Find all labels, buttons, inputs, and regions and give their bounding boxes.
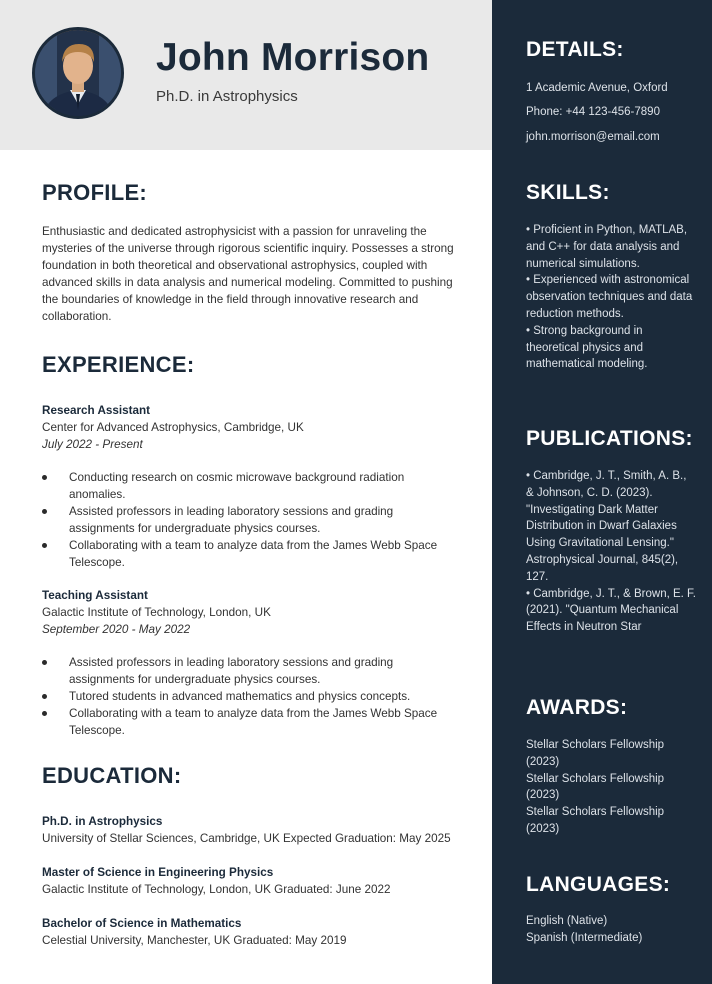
list-item [42,503,462,537]
award-item: Stellar Scholars Fellowship (2023) [526,772,665,802]
candidate-subtitle: Ph.D. in Astrophysics [156,88,298,105]
bullet-text: Conducting research on cosmic microwave background radiation anomalies. [69,471,405,501]
job-dates: July 2022 - Present [42,438,143,451]
languages-heading: LANGUAGES: [526,873,671,896]
profile-text: Enthusiastic and dedicated astrophysicist with a passion for unraveling the mysteries of the universe through rigorous scientific inquiry. Possesses a strong foundation in both theoretical and observational astrophysics, coupled with advanced skills in data analysis and numerical modeling. Committed to pushing the boundaries of knowledge in the field through innovative research and collaboration. [42,225,454,323]
award-item: Stellar Scholars Fellowship (2023) [526,806,665,835]
bullet-icon [42,475,47,480]
skills-heading: SKILLS: [526,181,610,204]
degree-title: Ph.D. in Astrophysics [42,815,163,828]
bullet-icon [42,694,47,699]
job-org: Center for Advanced Astrophysics, Cambridge, UK [42,421,304,434]
job-bullets [42,654,462,739]
candidate-name: John Morrison [156,36,430,79]
job-bullets [42,469,462,571]
job-title: Research Assistant [42,404,151,417]
publications-section [526,427,696,636]
list-item [42,705,462,739]
skills-section [526,181,696,373]
education-entry [42,864,462,898]
education-entry [42,915,462,949]
award-item: Stellar Scholars Fellowship (2023) [526,739,665,768]
degree-detail: Celestial University, Manchester, UK Graduated: May 2019 [42,934,347,947]
bullet-text: Collaborating with a team to analyze data from the James Webb Space Telescope. [69,539,438,569]
education-section [42,763,462,949]
education-heading: EDUCATION: [42,763,182,788]
job-entry [42,587,462,739]
bullet-icon [42,711,47,716]
publications-heading: PUBLICATIONS: [526,427,693,450]
bullet-text: Assisted professors in leading laboratory sessions and grading assignments for undergraduate physics courses. [69,505,394,535]
list-item [42,537,462,571]
job-dates: September 2020 - May 2022 [42,623,191,636]
email-text: john.morrison@email.com [526,130,660,143]
job-entry [42,402,462,571]
job-org: Galactic Institute of Technology, London, UK [42,606,271,619]
bullet-icon [42,509,47,514]
languages-section [526,873,696,947]
profile-heading: PROFILE: [42,180,148,205]
awards-section [526,696,696,838]
phone-text: Phone: +44 123-456-7890 [526,106,660,119]
publications-text: • Cambridge, J. T., Smith, A. B., & Johnson, C. D. (2023). "Investigating Dark Matter Distribution in Dwarf Galaxies Using Gravitational Lensing." Astrophysical Journal, 845(2), 127. • Cambridge, J. T., & Brown, E. F. (2021). "Quantum Mechanical Effects in Neutron Star [526,470,696,634]
bullet-icon [42,543,47,548]
awards-heading: AWARDS: [526,696,628,719]
degree-detail: Galactic Institute of Technology, London, UK Graduated: June 2022 [42,883,391,896]
degree-title: Master of Science in Engineering Physics [42,866,274,879]
bullet-text: Assisted professors in leading laboratory sessions and grading assignments for undergraduate physics courses. [69,656,394,686]
list-item [42,654,462,688]
details-section [526,38,696,153]
profile-photo [32,27,124,119]
experience-section [42,352,462,739]
list-item [42,688,462,705]
bullet-text: Tutored students in advanced mathematics and physics concepts. [69,690,411,703]
address-text: 1 Academic Avenue, Oxford [526,82,668,94]
list-item [42,469,462,503]
details-heading: DETAILS: [526,38,624,61]
bullet-text: Collaborating with a team to analyze data from the James Webb Space Telescope. [69,707,438,737]
degree-title: Bachelor of Science in Mathematics [42,917,242,930]
degree-detail: University of Stellar Sciences, Cambridge, UK Expected Graduation: May 2025 [42,832,451,845]
language-item: English (Native) [526,915,608,927]
education-entry [42,813,462,847]
experience-heading: EXPERIENCE: [42,352,195,377]
sidebar [492,0,712,984]
skills-text: • Proficient in Python, MATLAB, and C++ for data analysis and numerical simulations. • Experienced with astronomical observation techniques and data reduction methods. • Strong background in theoretical physics and mathematical modeling. [526,224,693,371]
bullet-icon [42,660,47,665]
profile-section [42,180,462,325]
job-title: Teaching Assistant [42,589,148,602]
language-item: Spanish (Intermediate) [526,931,643,944]
